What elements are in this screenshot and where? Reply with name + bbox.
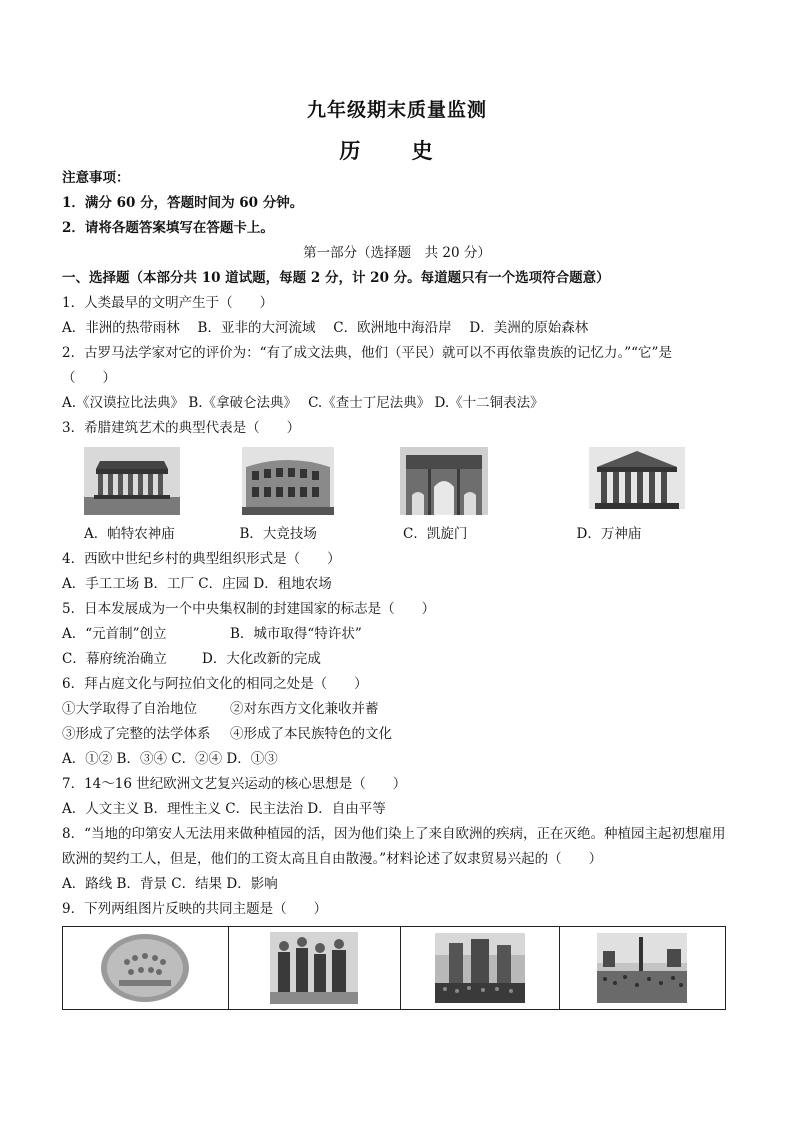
q4-stem: 4．西欧中世纪乡村的典型组织形式是（ ）: [62, 551, 341, 567]
q6-options: A．①② B．③④ C．②④ D．①③: [62, 751, 278, 767]
q3-option-b: B．大竞技场: [239, 526, 317, 542]
q9-stem: 9．下列两组图片反映的共同主题是（ ）: [62, 901, 328, 917]
q6-statements-row2: [62, 722, 732, 747]
q6-statement-1: ①大学取得了自治地位: [62, 701, 197, 717]
q8-stem: 8．“当地的印第安人无法用来做种植园的活，因为他们染上了来自欧洲的疾病，正在灭绝。种植园主起初想雇用欧洲的契约工人，但是，他们的工资太高且自由散漫。”材料论述了奴隶贸易兴起的（ ）: [62, 826, 726, 867]
q6-stem: 6．拜占庭文化与阿拉伯文化的相同之处是（ ）: [62, 676, 368, 692]
signing-scene-image: [270, 932, 358, 1004]
q5-options-row2: [62, 647, 732, 672]
bastille-image: [435, 933, 525, 1003]
exam-page: [62, 96, 732, 1010]
q6-statement-3: ③形成了完整的法学体系: [62, 726, 211, 742]
q3-image-row: [84, 447, 732, 517]
exam-subject: 历 史: [339, 138, 455, 163]
note-item: 2．请将各题答案填写在答题卡上。: [62, 220, 274, 236]
parthenon-image: [84, 447, 180, 515]
part-title: 第一部分（选择题 共 20 分）: [303, 245, 491, 261]
q9-image-table: [62, 926, 726, 1010]
q1-options: A．非洲的热带雨林 B．亚非的大河流域 C．欧洲地中海沿岸 D．美洲的原始森林: [62, 320, 589, 336]
q2-stem: 2．古罗马法学家对它的评价为：“有了成文法典，他们（平民）就可以不再依靠贵族的记忆力。”“它”是: [62, 345, 672, 361]
q3-stem: 3．希腊建筑艺术的典型代表是（ ）: [62, 420, 301, 436]
q5-options-row1: [62, 622, 732, 647]
q4-options: A．手工工场 B．工厂 C．庄园 D．租地农场: [62, 576, 332, 592]
pantheon-image: [589, 447, 685, 509]
q6-statement-4: ④形成了本民族特色的文化: [230, 726, 392, 742]
medal-image: [97, 932, 193, 1004]
q3-option-labels: [84, 521, 732, 547]
q5-option-b: B．城市取得“特许状”: [230, 626, 362, 642]
q5-option-d: D．大化改新的完成: [202, 651, 321, 667]
q6-statements-row1: [62, 697, 732, 722]
exam-title: 九年级期末质量监测: [306, 99, 487, 121]
q9-cell-3: [401, 927, 560, 1009]
q1-stem: 1．人类最早的文明产生于（ ）: [62, 295, 274, 311]
crowd-square-image: [597, 933, 687, 1003]
q2-stem-cont: （ ）: [62, 370, 116, 386]
q2-options: A.《汉谟拉比法典》 B.《拿破仑法典》 C.《查士丁尼法典》 D.《十二铜表法》: [62, 395, 544, 411]
q9-cell-2: [229, 927, 401, 1009]
section-title: 一、选择题（本部分共 10 道试题，每题 2 分，计 20 分。每道题只有一个选项符合题意）: [62, 270, 610, 286]
q5-option-c: C．幕府统治确立: [62, 651, 167, 667]
q5-option-a: A．“元首制”创立: [62, 626, 167, 642]
q9-cell-4: [560, 927, 726, 1009]
note-item: 1．满分 60 分，答题时间为 60 分钟。: [62, 195, 304, 211]
q3-option-a: A．帕特农神庙: [84, 526, 175, 542]
q7-options: A．人文主义 B．理性主义 C．民主法治 D．自由平等: [62, 801, 386, 817]
q8-options: A．路线 B．背景 C．结果 D．影响: [62, 876, 278, 892]
q7-stem: 7．14～16 世纪欧洲文艺复兴运动的核心思想是（ ）: [62, 776, 407, 792]
q9-cell-1: [63, 927, 229, 1009]
q3-option-d: D．万神庙: [576, 526, 642, 542]
q3-option-c: C．凯旋门: [403, 526, 468, 542]
notes-heading: 注意事项：: [62, 170, 130, 186]
q5-stem: 5．日本发展成为一个中央集权制的封建国家的标志是（ ）: [62, 601, 436, 617]
q6-statement-2: ②对东西方文化兼收并蓄: [230, 701, 379, 717]
triumphal-arch-image: [400, 447, 488, 515]
colosseum-image: [242, 447, 334, 515]
